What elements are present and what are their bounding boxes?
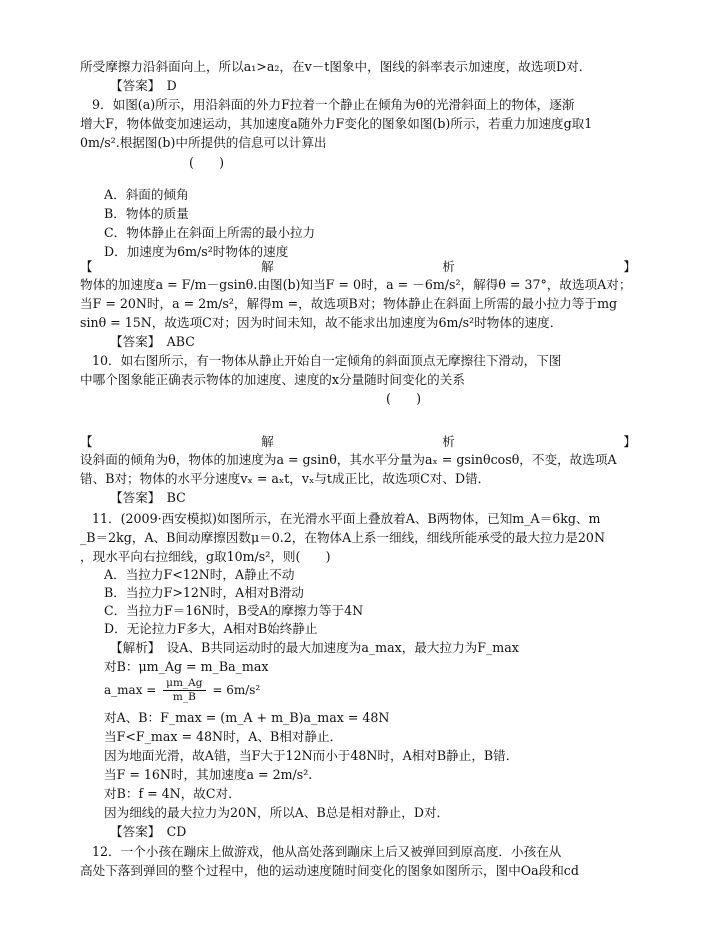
question-11-line: _B＝2kg，A、B间动摩擦因数μ＝0.2，在物体A上系一细线，细线所能承受的最大拉力是20N [80,530,605,545]
analysis-line: 物体的加速度a = F/m－gsinθ.由图(b)知当F = 0时，a = －6m/s²，解得θ = 37°，故选项A对； [80,277,632,292]
analysis-line: 对B：f = 4N，故C对． [104,786,241,801]
question-11-line: ，现水平向右拉细线，g取10m/s²，则( ) [80,549,331,564]
option-d: D．加速度为6m/s²时物体的速度 [104,244,289,259]
header-char: 解 [261,259,274,274]
formula-rhs: = 6m/s² [212,683,261,697]
question-10-line: 10．如右图所示，有一物体从静止开始自一定倾角的斜面顶点无摩擦往下滑动，下图 [92,353,562,368]
header-char: 解 [261,434,274,449]
formula-lhs: a_max = [104,683,157,697]
option-a: A．当拉力F<12N时，A静止不动 [104,567,295,582]
question-12-line: 高处下落到弹回的整个过程中，他的运动速度随时间变化的图象如图所示，图中Oa段和cd [80,863,579,878]
analysis-line: 当F<F_max = 48N时，A、B相对静止． [104,729,343,744]
question-9-line: 增大F，物体做变加速运动，其加速度a随外力F变化的图象如图(b)所示，若重力加速度g取1 [80,116,593,131]
answer-parenthesis: ( ) [189,155,225,170]
option-a: A．斜面的倾角 [104,187,189,202]
fraction-formula [104,677,260,704]
analysis-line: sinθ = 15N，故选项C对；因为时间未知，故不能求出加速度为6m/s²时物体的速度． [80,315,563,330]
question-9-line: 9．如图(a)所示，用沿斜面的外力F拉着一个静止在倾角为θ的光滑斜面上的物体，逐渐 [92,97,575,112]
analysis-line: 【解析】 设A、B共同运动时的最大加速度为a_max，最大拉力为F_max [110,640,519,655]
option-b: B．当拉力F>12N时，A相对B滑动 [104,585,304,600]
option-b: B．物体的质量 [104,206,189,221]
analysis-line: 因为地面光滑，故A错，当F大于12N而小于48N时，A相对B静止，B错． [104,748,519,763]
question-9-line: 0m/s².根据图(b)中所提供的信息可以计算出 [80,135,327,150]
header-char: 析 [442,434,455,449]
analysis-line: 当F = 16N时，其加速度a = 2m/s². [104,767,313,782]
fraction [163,677,205,704]
bracket-right: 】 [623,259,636,274]
option-c: C．当拉力F＝16N时，B受A的摩擦力等于4N [104,603,364,618]
analysis-line: 对B：μm_Ag = m_Ba_max [104,659,269,674]
text-line: 所受摩擦力沿斜面向上，所以a₁>a₂，在v－t图象中，图线的斜率表示加速度，故选项D对． [80,59,592,74]
fraction-numerator: μm_Ag [163,677,205,691]
analysis-line: 对A、B：F_max = (m_A + m_B)a_max = 48N [104,710,390,725]
option-d: D．无论拉力F多大，A相对B始终静止 [104,621,318,636]
bracket-right: 】 [623,434,636,449]
analysis-line: 设斜面的倾角为θ，物体的加速度为a = gsinθ，其水平分量为aₓ = gsinθcosθ，不变，故选项A [80,452,617,467]
answer-line: 【答案】 BC [110,490,186,505]
bracket-left: 【 [80,434,93,449]
question-12-line: 12．一个小孩在蹦床上做游戏，他从高处落到蹦床上后又被弹回到原高度．小孩在从 [92,844,562,859]
analysis-line: 当F = 20N时，a = 2m/s²，解得m =，故选项B对；物体静止在斜面上所需的最小拉力等于mg [80,296,618,311]
question-10-line: 中哪个图象能正确表示物体的加速度、速度的x分量随时间变化的关系 [80,372,465,387]
answer-line: 【答案】 CD [110,824,187,839]
answer-line: 【答案】 ABC [110,334,195,349]
bracket-left: 【 [80,259,93,274]
option-c: C．物体静止在斜面上所需的最小拉力 [104,225,316,240]
analysis-line: 错、B对；物体的水平分速度vₓ = aₓt，vₓ与t成正比，故选项C对、D错． [80,471,491,486]
analysis-line: 因为细线的最大拉力为20N，所以A、B总是相对静止，D对． [104,805,450,820]
answer-line: 【答案】 D [110,78,177,93]
analysis-header [80,433,636,450]
analysis-header [80,258,636,275]
question-11-line: 11．(2009·西安模拟)如图所示，在光滑水平面上叠放着A、B两物体，已知m_A＝6kg、m [92,511,601,526]
fraction-denominator: m_B [172,691,196,703]
header-char: 析 [442,259,455,274]
answer-parenthesis: ( ) [386,391,422,406]
